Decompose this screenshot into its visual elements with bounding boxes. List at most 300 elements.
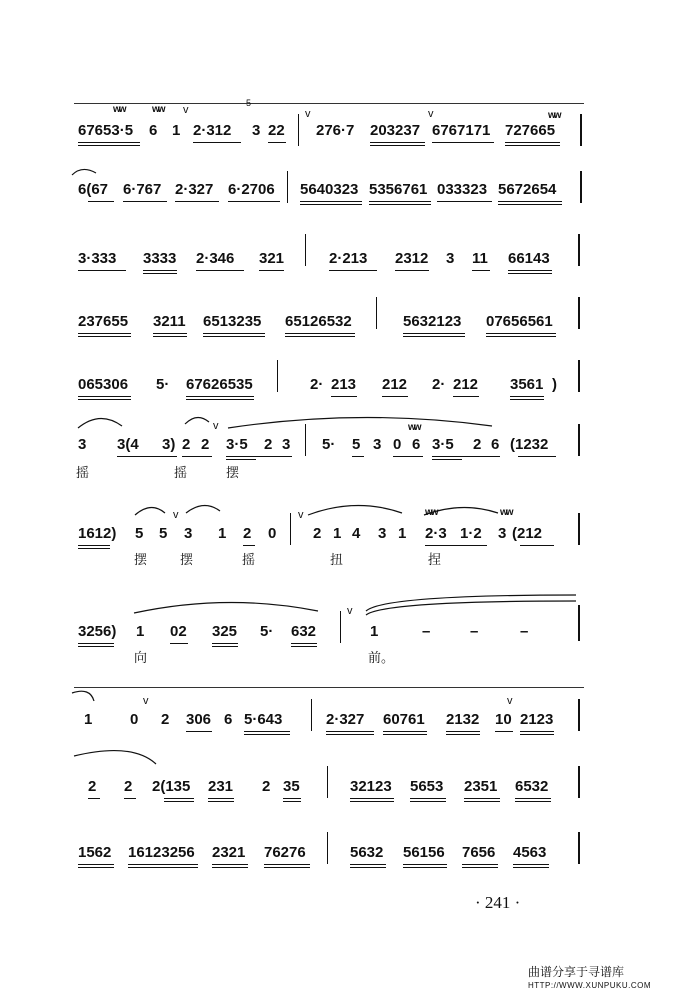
note-group: 3 xyxy=(446,250,455,267)
note-group: 3·5 xyxy=(432,436,454,453)
underline xyxy=(88,798,100,799)
note-group: 2312 xyxy=(395,250,429,267)
underline xyxy=(403,333,465,334)
note-group: 3 xyxy=(282,436,291,453)
underline xyxy=(164,801,194,802)
note-group: 2 xyxy=(182,436,191,453)
note-group: 2123 xyxy=(520,711,554,728)
underline xyxy=(300,204,362,205)
breath-mark: v xyxy=(143,695,149,707)
underline xyxy=(291,646,317,647)
score-row-3 xyxy=(0,232,679,292)
note-group: 1 xyxy=(370,623,379,640)
slur-mark xyxy=(364,597,580,617)
underline xyxy=(78,864,114,865)
note-group: 11 xyxy=(472,250,488,267)
note-group: 2 xyxy=(161,711,170,728)
underline xyxy=(203,333,265,334)
note-group: 32123 xyxy=(350,778,392,795)
underline xyxy=(403,336,465,337)
note-group: 325 xyxy=(212,623,238,640)
underline xyxy=(78,548,110,549)
slur-mark xyxy=(184,501,224,515)
lyric-syllable: 捏 xyxy=(428,553,442,568)
note-group: 2321 xyxy=(212,844,246,861)
bar-line xyxy=(578,605,580,641)
slur-mark xyxy=(72,748,162,766)
note-group: 2·346 xyxy=(196,250,235,267)
score-row-1 xyxy=(0,98,679,164)
note-group: 5· xyxy=(156,376,170,393)
note-group: 321 xyxy=(259,250,285,267)
note-group: 5653 xyxy=(410,778,444,795)
note-group: 2 xyxy=(473,436,482,453)
underline xyxy=(403,864,447,865)
note-group: 2 xyxy=(313,525,322,542)
note-group: 5632123 xyxy=(403,313,462,330)
underline xyxy=(505,142,560,143)
note-group: 60761 xyxy=(383,711,425,728)
underline xyxy=(518,456,556,457)
underline xyxy=(153,333,187,334)
lyric-syllable: 摇 xyxy=(242,553,256,568)
breath-mark: v xyxy=(183,104,189,116)
note-group: 2 xyxy=(243,525,252,542)
underline xyxy=(520,545,554,546)
underline xyxy=(78,396,131,397)
note-group: 2·327 xyxy=(326,711,365,728)
underline xyxy=(432,456,500,457)
note-group: 203237 xyxy=(370,122,421,139)
score-row-11 xyxy=(0,826,679,886)
note-group: 1·2 xyxy=(460,525,482,542)
note-group: 67653·5 xyxy=(78,122,134,139)
note-group: 5672654 xyxy=(498,181,557,198)
mordent-ornament: ww xyxy=(113,104,125,115)
note-group: 5356761 xyxy=(369,181,428,198)
underline xyxy=(208,798,234,799)
note-group: 1 xyxy=(333,525,342,542)
note-group: 306 xyxy=(186,711,212,728)
slur-mark xyxy=(132,599,322,615)
underline xyxy=(212,643,238,644)
bar-line xyxy=(298,114,299,146)
underline xyxy=(78,545,110,546)
note-group: 6513235 xyxy=(203,313,262,330)
underline xyxy=(462,864,498,865)
underline xyxy=(170,643,188,644)
note-group: 2·312 xyxy=(193,122,232,139)
note-group: 6(67 xyxy=(78,181,109,198)
bar-line xyxy=(287,171,288,203)
lyric-syllable: 摆 xyxy=(134,553,148,568)
score-row-7 xyxy=(0,507,679,567)
underline xyxy=(264,864,310,865)
underline xyxy=(285,336,355,337)
score-row-2 xyxy=(0,163,679,223)
mordent-ornament: ww xyxy=(152,104,164,115)
underline xyxy=(395,270,429,271)
footer-site-name: 曲谱分享于寻谱库 xyxy=(528,965,625,979)
note-group: ) xyxy=(552,376,557,393)
note-group: 2 xyxy=(124,778,133,795)
bar-line xyxy=(578,297,580,329)
note-group: 5·643 xyxy=(244,711,283,728)
lyric-syllable: 摆 xyxy=(180,553,194,568)
underline xyxy=(462,867,498,868)
bar-line xyxy=(578,513,580,545)
slur-mark xyxy=(183,412,213,426)
underline xyxy=(498,204,562,205)
underline xyxy=(143,270,177,271)
underline xyxy=(78,145,140,146)
note-group: 2·213 xyxy=(329,250,368,267)
note-group: 3561 xyxy=(510,376,544,393)
underline xyxy=(513,867,549,868)
note-group: 2 xyxy=(262,778,271,795)
underline xyxy=(128,867,198,868)
bar-line xyxy=(311,699,312,731)
footer-url: HTTP://WWW.XUNPUKU.COM xyxy=(528,981,651,990)
score-row-5 xyxy=(0,358,679,418)
note-group: 212 xyxy=(453,376,479,393)
underline xyxy=(432,142,494,143)
breath-mark: v xyxy=(507,695,513,707)
underline xyxy=(464,801,500,802)
underline xyxy=(515,801,551,802)
note-group: – xyxy=(470,623,479,640)
note-group: 3333 xyxy=(143,250,177,267)
underline xyxy=(78,336,131,337)
bar-line xyxy=(376,297,377,329)
bar-line xyxy=(327,766,328,798)
underline xyxy=(291,643,317,644)
lyric-syllable: 摇 xyxy=(174,466,188,481)
underline xyxy=(432,459,462,460)
note-group: 2·3 xyxy=(425,525,447,542)
note-group: 3211 xyxy=(153,313,186,330)
note-group: 4 xyxy=(352,525,361,542)
underline xyxy=(508,273,552,274)
underline xyxy=(300,201,362,202)
note-group: 3 xyxy=(378,525,387,542)
note-group: 3 xyxy=(498,525,507,542)
note-group: 5 xyxy=(135,525,144,542)
bar-line xyxy=(578,699,580,731)
underline xyxy=(264,867,310,868)
note-group: – xyxy=(422,623,431,640)
underline xyxy=(196,270,244,271)
underline xyxy=(117,456,177,457)
score-row-4 xyxy=(0,295,679,355)
underline xyxy=(243,545,255,546)
underline xyxy=(369,204,431,205)
note-group: 5632 xyxy=(350,844,384,861)
bar-line xyxy=(327,832,328,864)
underline xyxy=(78,646,114,647)
note-group: 3 xyxy=(184,525,193,542)
underline xyxy=(186,396,254,397)
page-number: · 241 · xyxy=(475,893,521,912)
underline xyxy=(78,270,126,271)
mordent-ornament: ww xyxy=(408,422,420,433)
bar-line xyxy=(305,424,306,456)
underline xyxy=(472,270,490,271)
note-group: 3·5 xyxy=(226,436,248,453)
note-group: 5 xyxy=(159,525,168,542)
bar-line xyxy=(340,611,341,643)
note-group: 2(135 xyxy=(152,778,191,795)
underline xyxy=(410,798,446,799)
note-group: 1612) xyxy=(78,525,117,542)
underline xyxy=(123,201,167,202)
underline xyxy=(370,145,425,146)
underline xyxy=(425,545,487,546)
underline xyxy=(350,867,386,868)
note-group: 6 xyxy=(224,711,233,728)
bar-line xyxy=(578,766,580,798)
underline xyxy=(283,801,301,802)
underline xyxy=(283,798,301,799)
note-group: 0 xyxy=(393,436,402,453)
note-group: 56156 xyxy=(403,844,445,861)
note-group: 0 xyxy=(130,711,139,728)
underline xyxy=(208,801,234,802)
note-group: 2351 xyxy=(464,778,498,795)
underline xyxy=(513,864,549,865)
note-group: 3 xyxy=(252,122,261,139)
note-group: 5640323 xyxy=(300,181,359,198)
note-group: 6 xyxy=(149,122,158,139)
underline xyxy=(226,459,256,460)
score-row-6 xyxy=(0,418,679,481)
staff-section-rule xyxy=(74,687,584,688)
underline xyxy=(515,798,551,799)
breath-mark: v xyxy=(428,108,434,120)
note-group: 6767171 xyxy=(432,122,491,139)
underline xyxy=(410,801,446,802)
underline xyxy=(383,734,427,735)
note-group: 3256) xyxy=(78,623,117,640)
score-row-10 xyxy=(0,760,679,820)
underline xyxy=(182,456,212,457)
underline xyxy=(78,643,114,644)
note-group: 2132 xyxy=(446,711,480,728)
underline xyxy=(203,336,265,337)
note-group: 212 xyxy=(382,376,408,393)
underline xyxy=(212,867,248,868)
note-group: 65126532 xyxy=(285,313,352,330)
note-group: 6 xyxy=(491,436,500,453)
note-group: 6·2706 xyxy=(228,181,275,198)
bar-line xyxy=(578,360,580,392)
note-group: 7656 xyxy=(462,844,496,861)
underline xyxy=(259,270,284,271)
note-group: 727665 xyxy=(505,122,556,139)
underline xyxy=(193,142,241,143)
underline xyxy=(164,798,194,799)
note-group: 4563 xyxy=(513,844,547,861)
bar-line xyxy=(578,424,580,456)
breath-mark: v xyxy=(298,509,304,521)
underline xyxy=(510,399,544,400)
mordent-ornament: ww xyxy=(500,507,512,518)
note-group: 2 xyxy=(264,436,273,453)
score-row-8 xyxy=(0,605,679,665)
underline xyxy=(350,864,386,865)
note-group: 22 xyxy=(268,122,285,139)
underline xyxy=(88,201,114,202)
underline xyxy=(520,731,554,732)
note-group: 1 xyxy=(218,525,227,542)
note-group: 213 xyxy=(331,376,357,393)
underline xyxy=(329,270,377,271)
underline xyxy=(186,399,254,400)
underline xyxy=(369,201,431,202)
underline xyxy=(393,456,423,457)
note-group: 1 xyxy=(398,525,407,542)
mordent-ornament: ww xyxy=(548,110,560,121)
note-group: 5· xyxy=(322,436,336,453)
note-group: 5· xyxy=(260,623,274,640)
note-group: 231 xyxy=(208,778,234,795)
note-group: 3) xyxy=(162,436,176,453)
note-group: 16123256 xyxy=(128,844,195,861)
underline xyxy=(495,731,513,732)
underline xyxy=(350,801,394,802)
note-group: 6·767 xyxy=(123,181,162,198)
underline xyxy=(78,867,114,868)
note-group: 02 xyxy=(170,623,187,640)
footer-watermark xyxy=(528,965,678,993)
underline xyxy=(268,142,286,143)
bar-line xyxy=(580,114,582,146)
score-row-9 xyxy=(0,693,679,753)
bar-line xyxy=(277,360,278,392)
note-group: 10 xyxy=(495,711,512,728)
underline xyxy=(331,396,357,397)
underline xyxy=(350,798,394,799)
lyric-syllable: 摇 xyxy=(76,466,90,481)
note-group: (1232 xyxy=(510,436,549,453)
note-group: 2· xyxy=(310,376,324,393)
underline xyxy=(175,201,219,202)
breath-mark: v xyxy=(173,509,179,521)
note-group: 76276 xyxy=(264,844,306,861)
underline xyxy=(403,867,447,868)
underline xyxy=(78,333,131,334)
underline xyxy=(244,731,290,732)
underline xyxy=(124,798,136,799)
bar-line xyxy=(305,234,306,266)
underline xyxy=(486,336,556,337)
underline xyxy=(128,864,198,865)
note-group: 3·333 xyxy=(78,250,117,267)
underline xyxy=(446,734,480,735)
underline xyxy=(143,273,177,274)
underline xyxy=(78,399,131,400)
note-group: 07656561 xyxy=(486,313,553,330)
underline xyxy=(510,396,544,397)
underline xyxy=(244,734,290,735)
underline xyxy=(505,145,560,146)
breath-mark: v xyxy=(347,605,353,617)
underline xyxy=(486,333,556,334)
lyric-syllable: 摆 xyxy=(226,466,240,481)
slur-mark xyxy=(306,501,406,517)
underline xyxy=(212,864,248,865)
note-group: 632 xyxy=(291,623,317,640)
grace-note: 5 xyxy=(246,98,252,108)
mordent-ornament: ww xyxy=(425,507,437,518)
underline xyxy=(370,142,425,143)
breath-mark: v xyxy=(305,108,311,120)
underline xyxy=(352,456,364,457)
underline xyxy=(383,731,427,732)
note-group: 66143 xyxy=(508,250,550,267)
note-group: 0 xyxy=(268,525,277,542)
note-group: – xyxy=(520,623,529,640)
underline xyxy=(520,734,554,735)
note-group: 5 xyxy=(352,436,361,453)
note-group: 276·7 xyxy=(316,122,355,139)
note-group: 1 xyxy=(172,122,181,139)
bar-line xyxy=(578,234,580,266)
slur-mark xyxy=(70,165,100,177)
note-group: 1 xyxy=(136,623,145,640)
note-group: 033323 xyxy=(437,181,488,198)
underline xyxy=(226,456,292,457)
underline xyxy=(437,201,492,202)
breath-mark: v xyxy=(213,420,219,432)
underline xyxy=(186,731,212,732)
slur-mark xyxy=(76,414,126,430)
note-group: 3 xyxy=(78,436,87,453)
underline xyxy=(326,734,374,735)
slur-mark xyxy=(226,414,496,430)
note-group: 35 xyxy=(283,778,300,795)
underline xyxy=(508,270,552,271)
note-group: 6 xyxy=(412,436,421,453)
bar-line xyxy=(580,171,582,203)
note-group: 2·327 xyxy=(175,181,214,198)
note-group: 2 xyxy=(201,436,210,453)
lyric-syllable: 扭 xyxy=(330,553,344,568)
note-group: 065306 xyxy=(78,376,129,393)
note-group: 3(4 xyxy=(117,436,139,453)
note-group: 6532 xyxy=(515,778,549,795)
underline xyxy=(326,731,374,732)
underline xyxy=(464,798,500,799)
underline xyxy=(285,333,355,334)
note-group: 67626535 xyxy=(186,376,253,393)
bar-line xyxy=(578,832,580,864)
slur-mark xyxy=(133,503,169,517)
note-group: 1562 xyxy=(78,844,112,861)
lyric-syllable: 前。 xyxy=(368,651,395,666)
note-group: 2· xyxy=(432,376,446,393)
bar-line xyxy=(290,513,291,545)
underline xyxy=(382,396,408,397)
underline xyxy=(228,201,280,202)
note-group: 3 xyxy=(373,436,382,453)
underline xyxy=(498,201,562,202)
underline xyxy=(78,142,140,143)
underline xyxy=(153,336,187,337)
underline xyxy=(212,646,238,647)
note-group: 1 xyxy=(84,711,93,728)
underline xyxy=(453,396,479,397)
